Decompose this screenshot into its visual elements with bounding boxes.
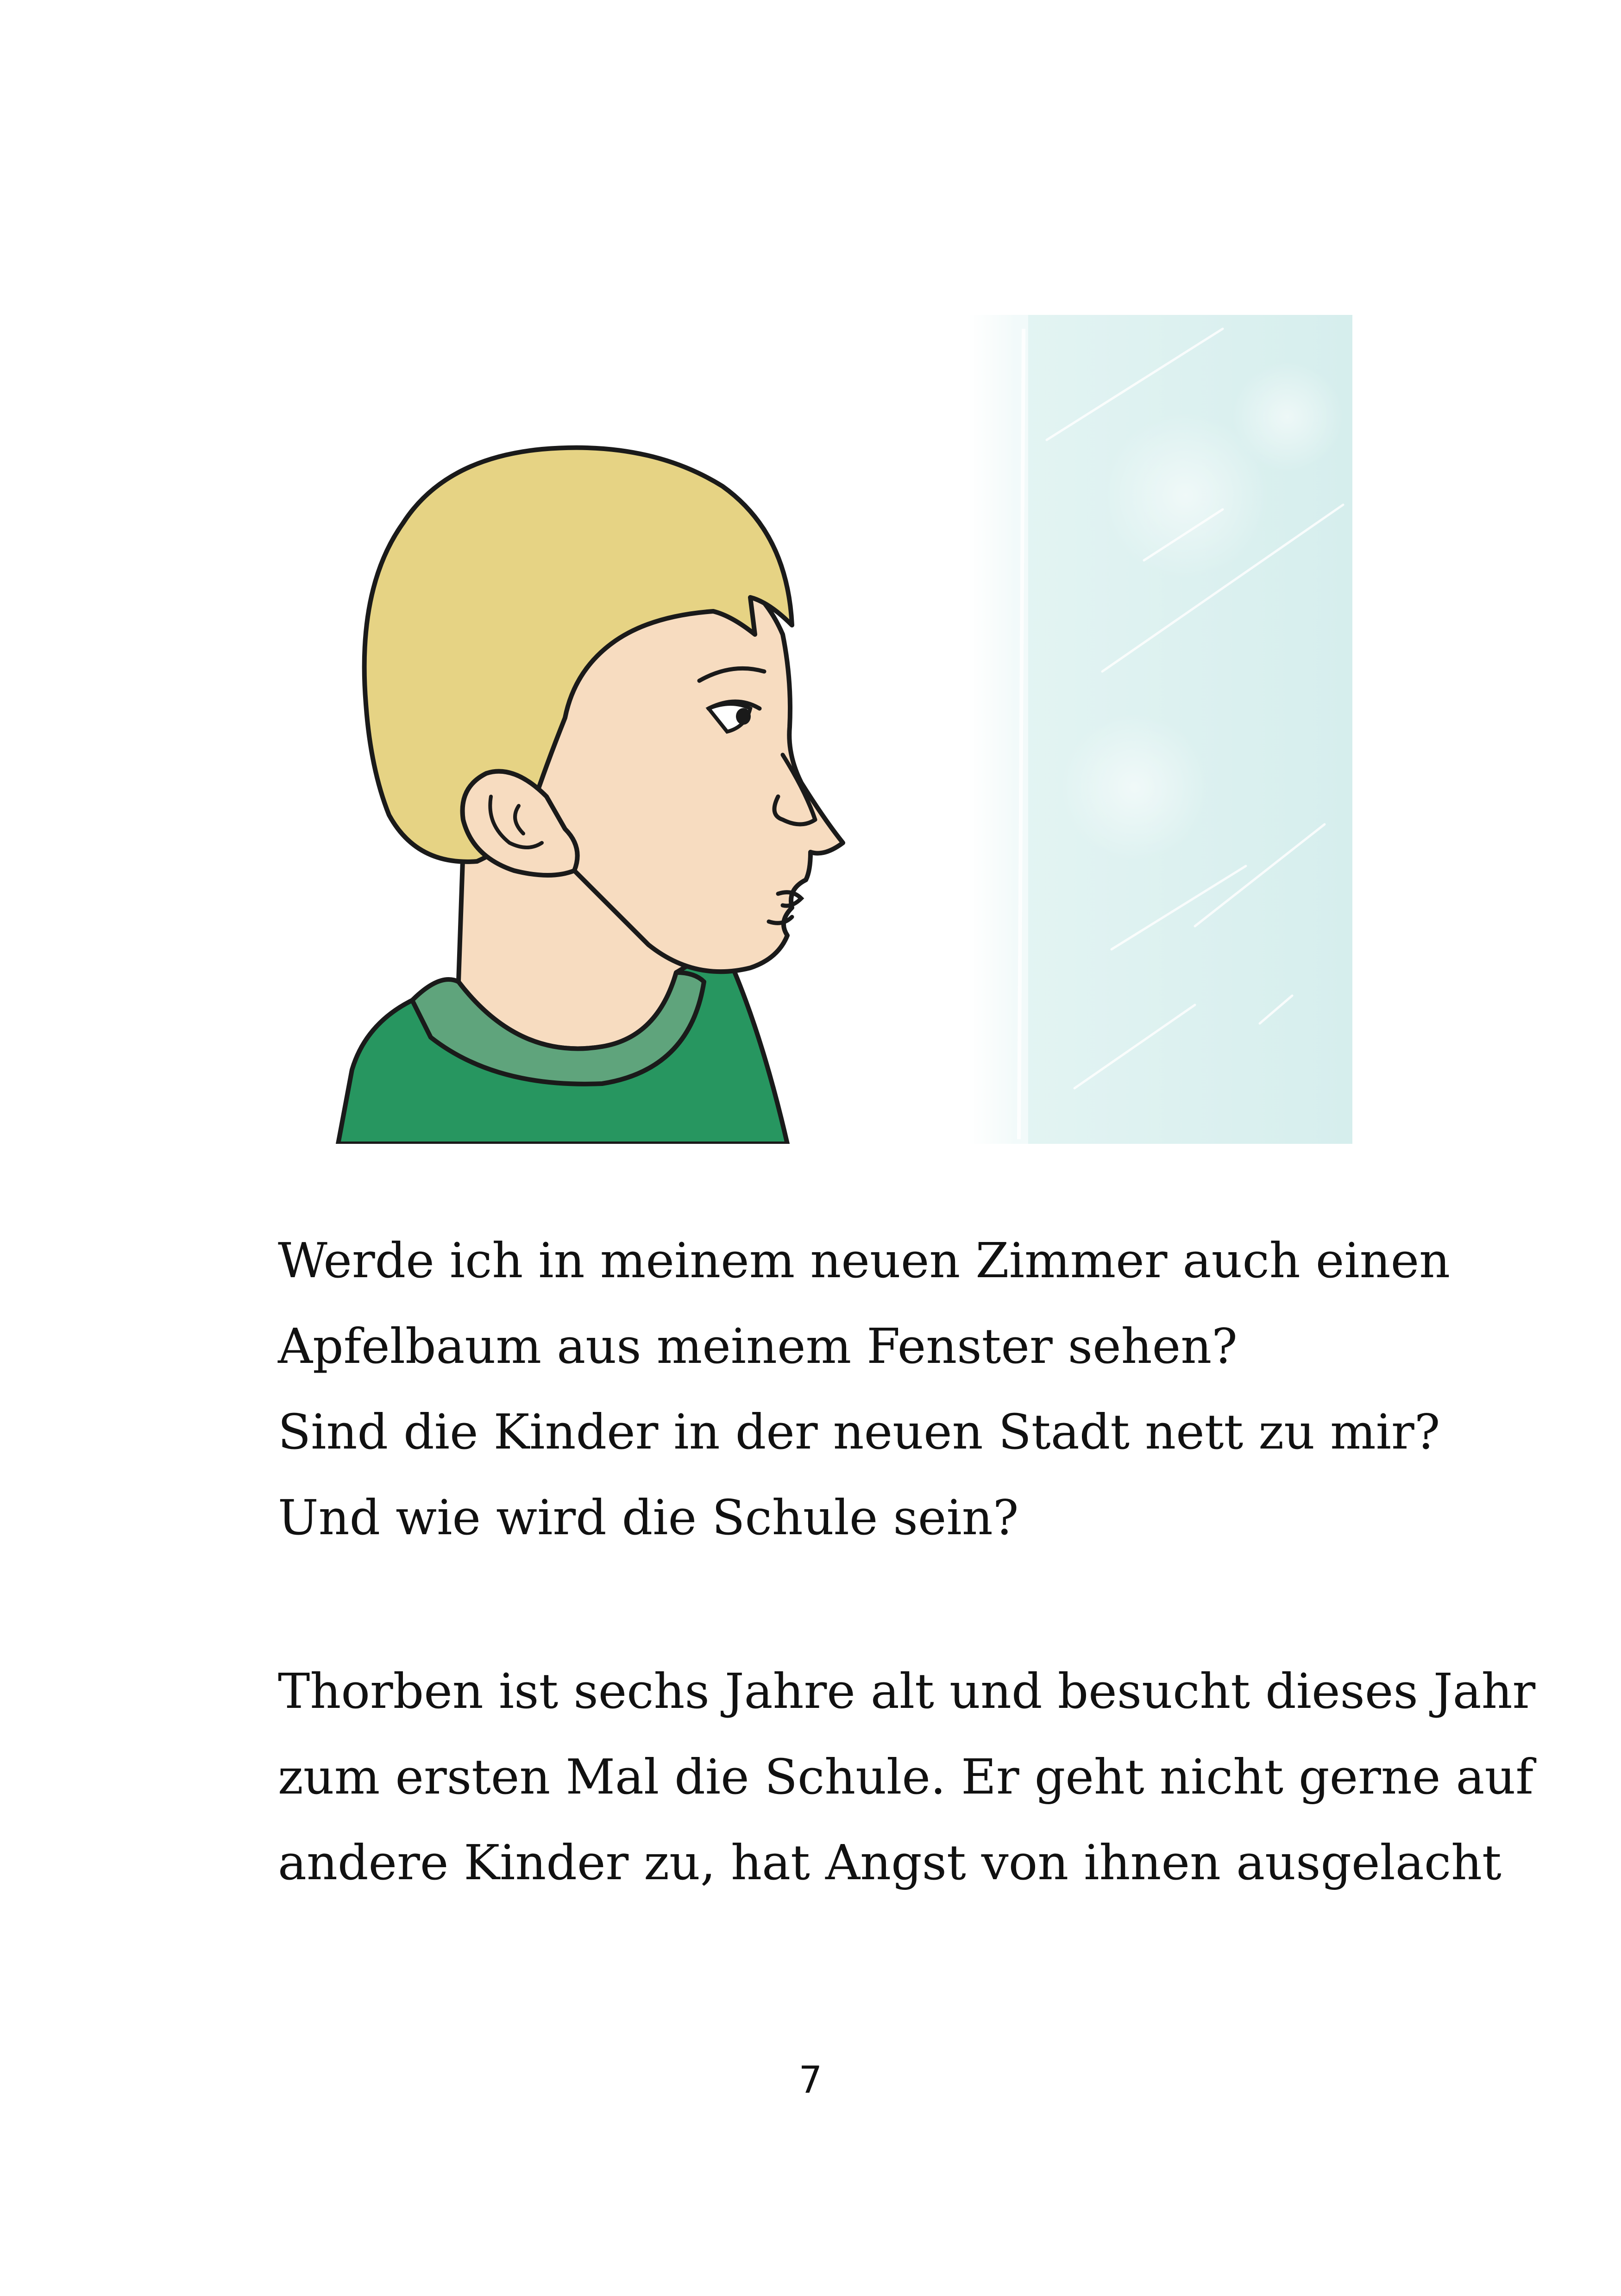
text-line: Apfelbaum aus meinem Fenster sehen? xyxy=(278,1318,1238,1374)
boy-at-window-illustration xyxy=(324,301,1366,1144)
text-line: zum ersten Mal die Schule. Er geht nicht gerne auf xyxy=(278,1749,1533,1805)
story-paragraph xyxy=(278,1649,1536,1906)
text-line: Sind die Kinder in der neuen Stadt nett zu mir? xyxy=(278,1404,1440,1460)
text-line: Werde ich in meinem neuen Zimmer auch einen xyxy=(278,1232,1451,1289)
page-number: 7 xyxy=(798,2058,823,2102)
text-line: Und wie wird die Schule sein? xyxy=(278,1489,1019,1546)
story-paragraph xyxy=(278,1218,1451,1561)
window-pane xyxy=(968,315,1352,1144)
text-line: Thorben ist sechs Jahre alt und besucht dieses Jahr xyxy=(278,1663,1536,1719)
text-line: andere Kinder zu, hat Angst von ihnen ausgelacht xyxy=(278,1834,1502,1891)
